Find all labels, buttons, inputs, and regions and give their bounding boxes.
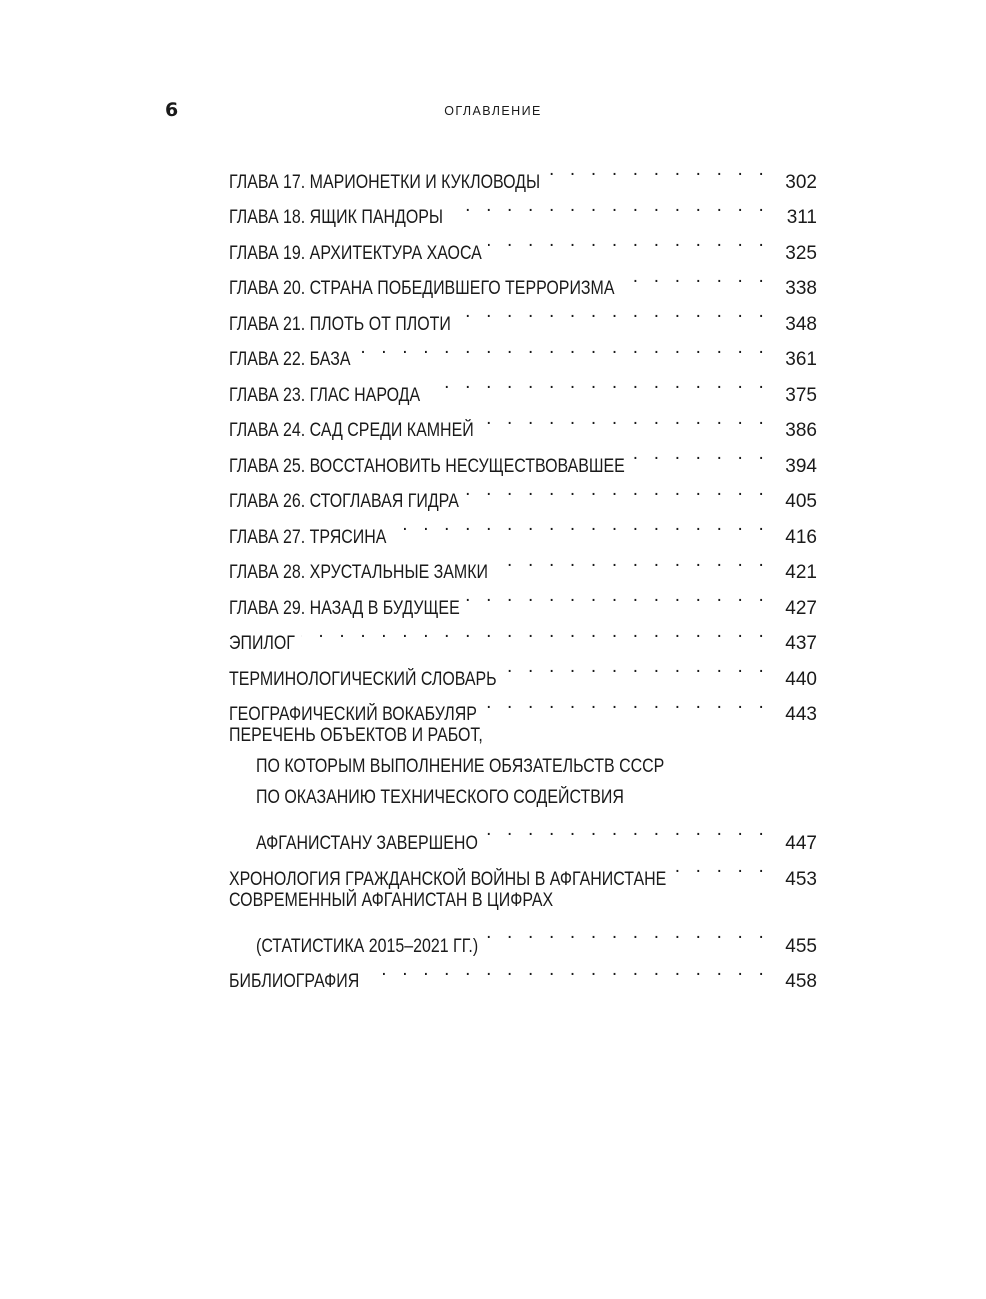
- toc-entry-page: 405: [785, 491, 817, 512]
- toc-entry-title: ГЛАВА 17. МАРИОНЕТКИ И КУКЛОВОДЫ: [229, 171, 541, 193]
- dot-leader: [480, 401, 769, 437]
- toc-entry-title: БИБЛИОГРАФИЯ: [229, 971, 360, 992]
- toc-entry-page: 453: [785, 868, 817, 890]
- toc-entry-page: 375: [785, 384, 817, 406]
- toc-entry-page: 394: [785, 455, 817, 477]
- toc-entry-page: 458: [785, 971, 817, 992]
- toc-entry-title: ГЛАВА 27. ТРЯСИНА: [229, 526, 387, 548]
- toc-entry-title: ГЛАВА 18. ЯЩИК ПАНДОРЫ: [229, 207, 444, 228]
- dot-leader: [503, 649, 769, 685]
- dot-leader: [450, 188, 769, 224]
- toc-entry-title: ГЛАВА 25. ВОССТАНОВИТЬ НЕСУЩЕСТВОВАВШЕЕ: [229, 455, 625, 477]
- toc-entry-page: 348: [785, 313, 817, 335]
- toc-entry[interactable]: [229, 614, 817, 654]
- dot-leader: [393, 507, 769, 543]
- toc-entry-title: ТЕРМИНОЛОГИЧЕСКИЙ СЛОВАРЬ: [229, 668, 497, 690]
- toc-entry-page: 361: [785, 349, 817, 370]
- toc-entry-title: ГЛАВА 21. ПЛОТЬ ОТ ПЛОТИ: [229, 313, 451, 335]
- dot-leader: [427, 365, 769, 401]
- toc-entry-title: СОВРЕМЕННЫЙ АФГАНИСТАН В ЦИФРАХ: [229, 889, 554, 911]
- dot-leader: [484, 813, 769, 849]
- page-number: 6: [165, 99, 179, 121]
- toc-entry-title: ГЛАВА 29. НАЗАД В БУДУЩЕЕ: [229, 597, 460, 619]
- toc-entry-title-continuation: ПО ОКАЗАНИЮ ТЕХНИЧЕСКОГО СОДЕЙСТВИЯ: [256, 787, 624, 808]
- toc-entry-title: ГЛАВА 28. ХРУСТАЛЬНЫЕ ЗАМКИ: [229, 562, 489, 583]
- toc-entry-statistics-line-1[interactable]: [229, 885, 817, 916]
- toc-entry-page: 447: [785, 833, 817, 854]
- dot-leader: [495, 543, 769, 579]
- toc-entry-title: ГЛАВА 22. БАЗА: [229, 349, 351, 370]
- toc-entry-objects-line-1[interactable]: [229, 720, 817, 751]
- dot-leader: [483, 685, 769, 721]
- toc-entry-page: 311: [786, 207, 817, 228]
- toc-entry[interactable]: [229, 152, 817, 193]
- dot-leader: [621, 259, 769, 295]
- toc-entry-objects-line-3: [229, 782, 817, 813]
- toc-entry-page: 386: [785, 420, 817, 441]
- toc-entry-title: ЭПИЛОГ: [229, 633, 295, 654]
- dot-leader: [466, 578, 769, 614]
- toc-entry-page: 416: [785, 526, 817, 548]
- toc-entry-title: ГЛАВА 19. АРХИТЕКТУРА ХАОСА: [229, 242, 482, 264]
- toc-entry-title-continuation: ПО КОТОРЫМ ВЫПОЛНЕНИЕ ОБЯЗАТЕЛЬСТВ СССР: [256, 756, 665, 777]
- toc-entry-page: 302: [785, 171, 817, 193]
- dot-leader: [465, 472, 769, 508]
- toc-entry-title: ПЕРЕЧЕНЬ ОБЪЕКТОВ И РАБОТ,: [229, 725, 483, 746]
- dot-leader: [357, 330, 769, 366]
- toc-entry-page: 443: [785, 704, 817, 725]
- toc-entry-title-continuation: (СТАТИСТИКА 2015–2021 ГГ.): [256, 935, 479, 957]
- toc-entry-title: ГЛАВА 23. ГЛАС НАРОДА: [229, 384, 421, 406]
- dot-leader: [301, 614, 769, 650]
- toc-entry[interactable]: [229, 649, 817, 690]
- dot-leader: [547, 152, 769, 188]
- toc-entry-page: 325: [785, 242, 817, 264]
- toc-entry-title: ХРОНОЛОГИЯ ГРАЖДАНСКОЙ ВОЙНЫ В АФГАНИСТАНЕ: [229, 868, 667, 890]
- toc-entry-title: ГЛАВА 26. СТОГЛАВАЯ ГИДРА: [229, 491, 459, 512]
- table-of-contents: [229, 152, 817, 992]
- toc-entry-page: 440: [785, 668, 817, 690]
- toc-entry-page: 338: [785, 278, 817, 299]
- dot-leader: [488, 223, 769, 259]
- dot-leader: [631, 436, 769, 472]
- dot-leader: [457, 294, 769, 330]
- running-head: ОГЛАВЛЕНИЕ: [444, 104, 542, 118]
- toc-entry-statistics-line-2[interactable]: [229, 916, 817, 957]
- toc-entry-objects-line-4[interactable]: [229, 813, 817, 854]
- toc-entry-title: ГЛАВА 20. СТРАНА ПОБЕДИВШЕГО ТЕРРОРИЗМА: [229, 278, 615, 299]
- dot-leader: [366, 952, 769, 988]
- toc-entry-page: 427: [785, 597, 817, 619]
- toc-entry-objects-line-2: [229, 751, 817, 782]
- toc-entry-page: 437: [785, 633, 817, 654]
- dot-leader: [673, 849, 769, 885]
- toc-entry-title: ГЛАВА 24. САД СРЕДИ КАМНЕЙ: [229, 420, 474, 441]
- toc-entry-title: ГЕОГРАФИЧЕСКИЙ ВОКАБУЛЯР: [229, 704, 477, 725]
- toc-entry-title-continuation: АФГАНИСТАНУ ЗАВЕРШЕНО: [256, 833, 478, 854]
- dot-leader: [485, 916, 769, 952]
- toc-entry-page: 421: [785, 562, 817, 583]
- toc-entry-page: 455: [785, 935, 817, 957]
